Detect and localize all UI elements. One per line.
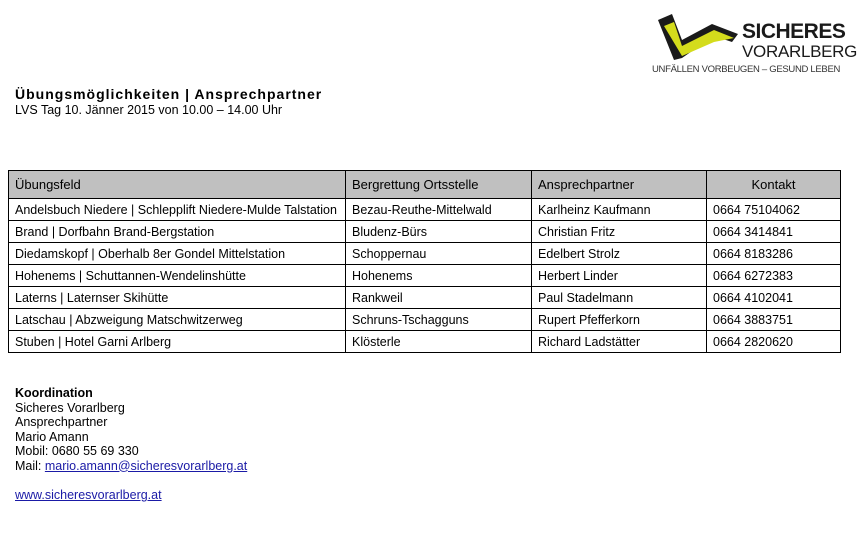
cell-kontakt: 0664 3414841 — [707, 221, 841, 243]
coordination-block — [15, 386, 247, 473]
cell-ortsstelle: Schoppernau — [346, 243, 532, 265]
coordination-role: Ansprechpartner — [15, 415, 108, 429]
logo-line2: VORARLBERG — [742, 42, 858, 61]
cell-uebungsfeld: Brand | Dorfbahn Brand-Bergstation — [9, 221, 346, 243]
page-title: Übungsmöglichkeiten | Ansprechpartner — [15, 86, 323, 102]
logo-mark-icon — [652, 12, 742, 64]
cell-uebungsfeld: Latschau | Abzweigung Matschwitzerweg — [9, 309, 346, 331]
cell-kontakt: 0664 6272383 — [707, 265, 841, 287]
contacts-table — [8, 170, 841, 353]
cell-uebungsfeld: Laterns | Laternser Skihütte — [9, 287, 346, 309]
page-subtitle: LVS Tag 10. Jänner 2015 von 10.00 – 14.00 Uhr — [15, 103, 283, 117]
cell-ansprechpartner: Richard Ladstätter — [532, 331, 707, 353]
table-row — [9, 265, 841, 287]
mail-link[interactable]: mario.amann@sicheresvorarlberg.at — [44, 458, 248, 473]
coordination-heading: Koordination — [15, 386, 93, 400]
cell-kontakt: 0664 75104062 — [707, 199, 841, 221]
cell-kontakt: 0664 8183286 — [707, 243, 841, 265]
cell-kontakt: 0664 2820620 — [707, 331, 841, 353]
cell-ansprechpartner: Edelbert Strolz — [532, 243, 707, 265]
coordination-mobile: Mobil: 0680 55 69 330 — [15, 444, 139, 458]
website-link[interactable]: www.sicheresvorarlberg.at — [15, 488, 162, 502]
table-row — [9, 287, 841, 309]
cell-uebungsfeld: Hohenems | Schuttannen-Wendelinshütte — [9, 265, 346, 287]
cell-ortsstelle: Bludenz-Bürs — [346, 221, 532, 243]
cell-uebungsfeld: Andelsbuch Niedere | Schlepplift Niedere-Mulde Talstation — [9, 199, 346, 221]
header-ansprechpartner: Ansprechpartner — [532, 171, 707, 199]
cell-ortsstelle: Schruns-Tschagguns — [346, 309, 532, 331]
table-row — [9, 309, 841, 331]
table-row — [9, 331, 841, 353]
cell-ortsstelle: Rankweil — [346, 287, 532, 309]
header-uebungsfeld: Übungsfeld — [9, 171, 346, 199]
cell-uebungsfeld: Stuben | Hotel Garni Arlberg — [9, 331, 346, 353]
cell-kontakt: 0664 4102041 — [707, 287, 841, 309]
cell-ansprechpartner: Herbert Linder — [532, 265, 707, 287]
mail-label: Mail: — [15, 458, 45, 473]
cell-ansprechpartner: Karlheinz Kaufmann — [532, 199, 707, 221]
header-kontakt: Kontakt — [707, 171, 841, 199]
logo-line1: SICHERES — [742, 20, 846, 43]
header-ortsstelle: Bergrettung Ortsstelle — [346, 171, 532, 199]
cell-ansprechpartner: Christian Fritz — [532, 221, 707, 243]
cell-kontakt: 0664 3883751 — [707, 309, 841, 331]
coordination-org: Sicheres Vorarlberg — [15, 400, 125, 415]
cell-ortsstelle: Klösterle — [346, 331, 532, 353]
coordination-name: Mario Amann — [15, 429, 89, 444]
cell-ortsstelle: Bezau-Reuthe-Mittelwald — [346, 199, 532, 221]
cell-ortsstelle: Hohenems — [346, 265, 532, 287]
cell-ansprechpartner: Rupert Pfefferkorn — [532, 309, 707, 331]
table-header-row — [9, 171, 841, 199]
cell-uebungsfeld: Diedamskopf | Oberhalb 8er Gondel Mittelstation — [9, 243, 346, 265]
cell-ansprechpartner: Paul Stadelmann — [532, 287, 707, 309]
table-row — [9, 221, 841, 243]
logo-tagline: UNFÄLLEN VORBEUGEN – GESUND LEBEN — [652, 64, 841, 75]
sicheres-vorarlberg-logo — [652, 12, 858, 76]
table-row — [9, 243, 841, 265]
table-row — [9, 199, 841, 221]
